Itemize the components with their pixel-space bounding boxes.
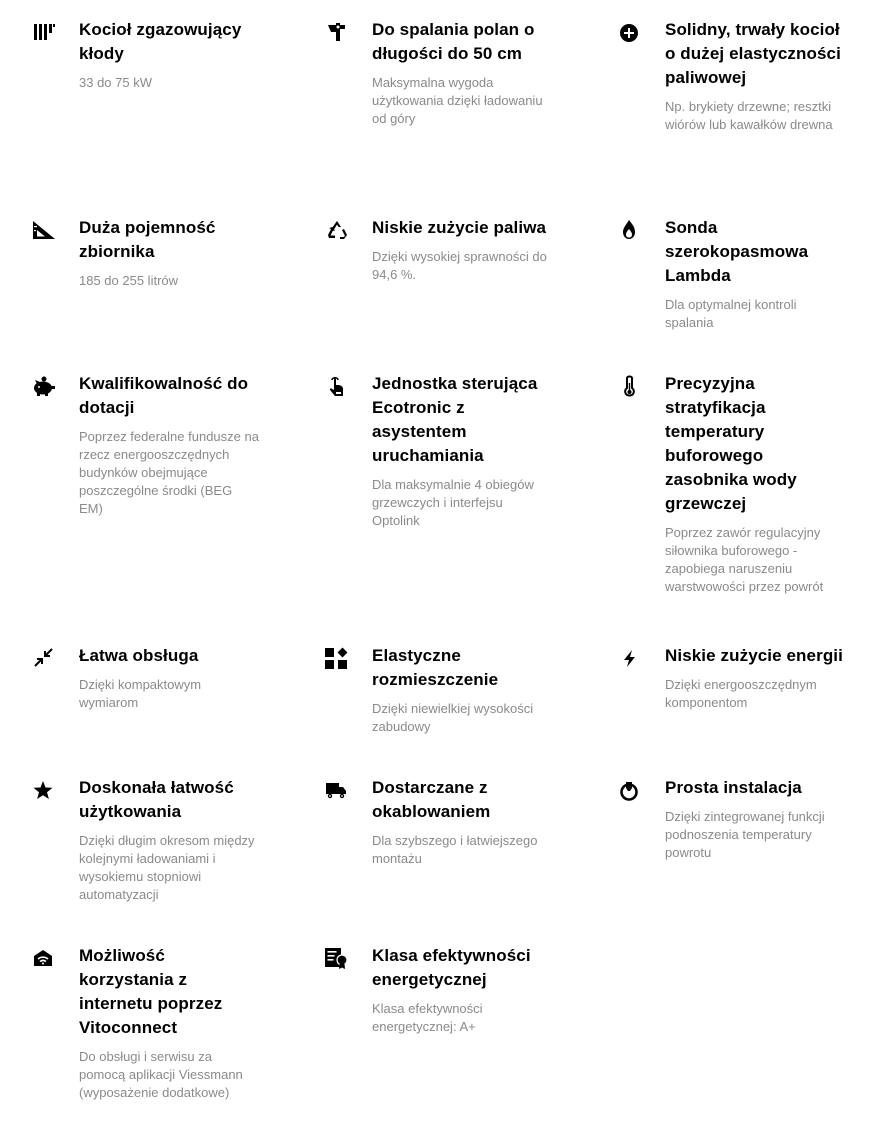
feature-title: Kocioł zgazowujący kłody [79, 20, 242, 63]
feature-title: Niskie zużycie paliwa [372, 218, 547, 237]
feature-title: Elastyczne rozmieszczenie [372, 646, 499, 689]
feature-title: Jednostka sterująca Ecotronic z asystentem uruchamiania [372, 374, 538, 465]
widgets-icon [325, 646, 349, 670]
compress-arrows-icon [32, 646, 56, 670]
feature-description: Dzięki zintegrowanej funkcji podnoszenia temperatury powrotu [665, 809, 825, 860]
feature-description: Dzięki wysokiej sprawności do 94,6 %. [372, 249, 547, 282]
truck-icon [325, 778, 349, 802]
feature-title: Prosta instalacja [665, 778, 802, 797]
feature-title: Dostarczane z okablowaniem [372, 778, 491, 821]
feature-description: Dla maksymalnie 4 obiegów grzewczych i interfejsu Optolink [372, 477, 534, 528]
lightning-icon [618, 646, 642, 670]
feature-title: Kwalifikowalność do dotacji [79, 374, 249, 417]
feature-title: Łatwa obsługa [79, 646, 199, 665]
wifi-home-icon [32, 946, 56, 970]
feature-description: Dzięki długim okresom między kolejnymi ładowaniami i wysokiemu stopniowi automatyzacji [79, 833, 255, 902]
recycle-icon [325, 218, 349, 242]
feature-title: Doskonała łatwość użytkowania [79, 778, 234, 821]
feature-title: Duża pojemność zbiornika [79, 218, 216, 261]
feature-description: Do obsługi i serwisu za pomocą aplikacji Viessmann (wyposażenie dodatkowe) [79, 1049, 243, 1100]
piggy-bank-icon [32, 374, 56, 398]
feature-description: Poprzez federalne fundusze na rzecz energooszczędnych budynków obejmujące poszczególne środki (BEG EM) [79, 429, 259, 516]
feature-description: Dla optymalnej kontroli spalania [665, 297, 797, 330]
set-square-icon [32, 218, 56, 242]
feature-description: Dzięki energooszczędnym komponentom [665, 677, 817, 710]
feature-title: Sonda szerokopasmowa Lambda [665, 218, 809, 285]
feature-description: Dla szybszego i łatwiejszego montażu [372, 833, 538, 866]
feature-title: Niskie zużycie energii [665, 646, 843, 665]
feature-description: Np. brykiety drzewne; resztki wiórów lub kawałków drewna [665, 99, 833, 132]
feature-title: Solidny, trwały kocioł o dużej elastyczności paliwowej [665, 20, 841, 87]
touch-hand-icon [325, 374, 349, 398]
star-icon [32, 778, 56, 802]
log-bars-icon [32, 20, 56, 44]
feature-title: Do spalania polan o długości do 50 cm [372, 20, 535, 63]
log-length-icon [325, 20, 349, 44]
certificate-icon [325, 946, 349, 970]
feature-description: Klasa efektywności energetycznej: A+ [372, 1001, 483, 1034]
flame-icon [618, 218, 642, 242]
feature-description: Dzięki kompaktowym wymiarom [79, 677, 202, 710]
feature-title: Klasa efektywności energetycznej [372, 946, 531, 989]
feature-title: Możliwość korzystania z internetu poprzez Vitoconnect [79, 946, 223, 1037]
thermometer-icon [618, 374, 642, 398]
installation-icon [618, 778, 642, 802]
feature-description: 33 do 75 kW [79, 75, 152, 90]
feature-description: 185 do 255 litrów [79, 273, 179, 288]
feature-description: Poprzez zawór regulacyjny siłownika buforowego - zapobiega naruszeniu warstwowości przez powrót [665, 525, 824, 594]
feature-title: Precyzyjna stratyfikacja temperatury buforowego zasobnika wody grzewczej [665, 374, 797, 513]
plus-circle-icon [618, 20, 642, 44]
feature-description: Maksymalna wygoda użytkowania dzięki ładowaniu od góry [372, 75, 543, 126]
feature-description: Dzięki niewielkiej wysokości zabudowy [372, 701, 534, 734]
